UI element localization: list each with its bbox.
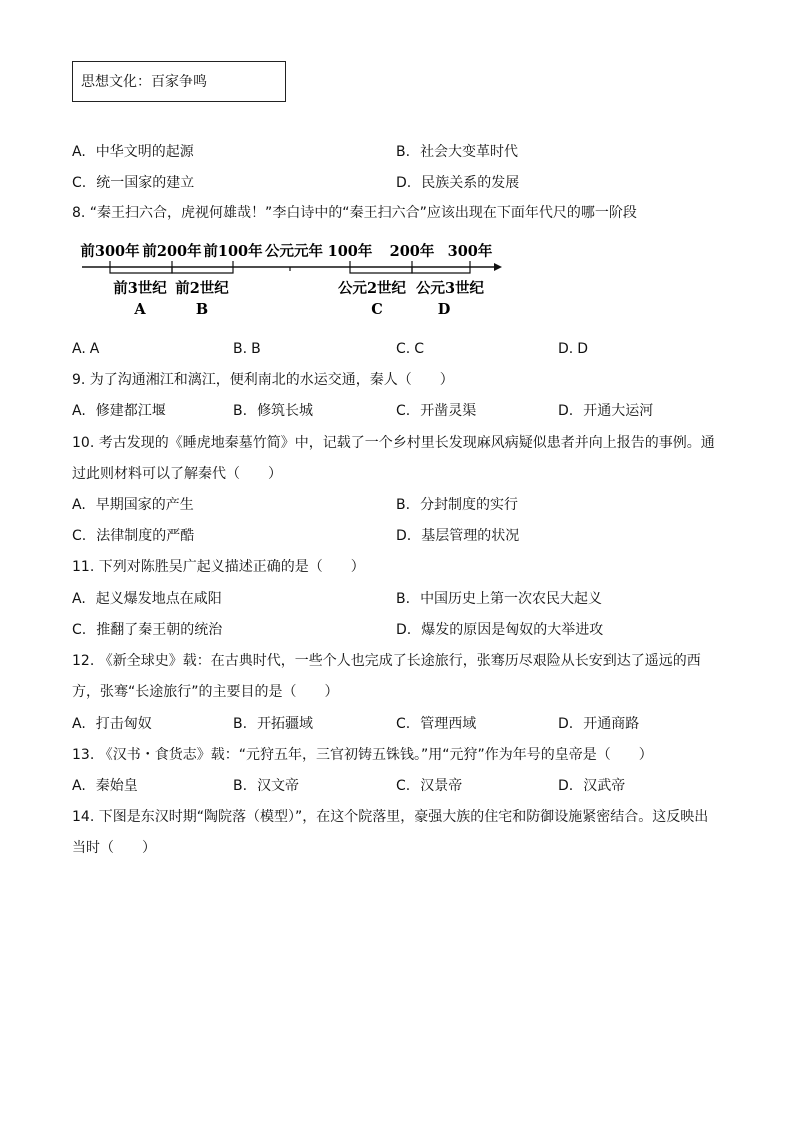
q12-stem-line2: 方，张骞“长途旅行”的主要目的是（ ） xyxy=(72,684,339,700)
timeline-year: 前300年 xyxy=(80,243,140,260)
q10-option-c[interactable]: C. 法律制度的严酷 xyxy=(72,528,195,544)
q9-option-b[interactable]: B. 修筑长城 xyxy=(233,403,314,419)
q13-option-a[interactable]: A. 秦始皇 xyxy=(72,778,138,794)
century-label: 前3世纪 xyxy=(113,280,167,297)
q11-option-a[interactable]: A. 起义爆发地点在咸阳 xyxy=(72,591,222,607)
timeline-year: 前200年 xyxy=(142,243,202,260)
timeline-year: 公元元年 xyxy=(265,243,323,260)
q13-option-c[interactable]: C. 汉景帝 xyxy=(396,778,463,794)
q9-stem: 9. 为了沟通湘江和漓江，便利南北的水运交通，秦人（ ） xyxy=(72,372,454,388)
stage-letter: D xyxy=(437,301,451,318)
q8-option-b[interactable]: B. B xyxy=(233,341,261,357)
q11-option-d[interactable]: D. 爆发的原因是匈奴的大举进攻 xyxy=(396,622,604,638)
q7-option-d[interactable]: D. 民族关系的发展 xyxy=(396,175,520,191)
q8-stem: 8. “秦王扫六合，虎视何雄哉！”李白诗中的“秦王扫六合”应该出现在下面年代尺的哪一阶段 xyxy=(72,205,637,221)
century-label: 公元3世纪 xyxy=(415,280,485,297)
q7-option-b[interactable]: B. 社会大变革时代 xyxy=(396,144,519,160)
century-label: 公元2世纪 xyxy=(337,280,407,297)
q13-option-b[interactable]: B. 汉文帝 xyxy=(233,778,300,794)
q10-stem-line2: 过此则材料可以了解秦代（ ） xyxy=(72,466,282,482)
bracket-d xyxy=(412,267,470,273)
stage-letter: C xyxy=(371,301,383,318)
q7-option-c[interactable]: C. 统一国家的建立 xyxy=(72,175,195,191)
timeline-year: 200年 xyxy=(389,243,435,260)
q10-stem-line1: 10. 考古发现的《睡虎地秦墓竹简》中，记载了一个乡村里长发现麻风病疑似患者并向上报告的事例。通 xyxy=(72,435,715,451)
q14-stem-line2: 当时（ ） xyxy=(72,840,156,856)
q10-option-b[interactable]: B. 分封制度的实行 xyxy=(396,497,519,513)
stage-letter: A xyxy=(134,301,146,318)
timeline-year: 前100年 xyxy=(203,243,263,260)
q13-stem: 13. 《汉书・食货志》载：“元狩五年，三官初铸五铢钱。”用“元狩”作为年号的皇帝是（ ） xyxy=(72,747,653,763)
q11-option-b[interactable]: B. 中国历史上第一次农民大起义 xyxy=(396,591,603,607)
stage-letter: B xyxy=(195,301,209,318)
q12-option-b[interactable]: B. 开拓疆域 xyxy=(233,716,314,732)
q9-option-a[interactable]: A. 修建都江堰 xyxy=(72,403,166,419)
q13-option-d[interactable]: D. 汉武帝 xyxy=(558,778,626,794)
q8-option-d[interactable]: D. D xyxy=(558,341,589,357)
timeline-diagram xyxy=(72,238,512,320)
q12-option-a[interactable]: A. 打击匈奴 xyxy=(72,716,152,732)
bracket-a xyxy=(110,267,172,273)
timeline-year: 100年 xyxy=(327,243,373,260)
q8-option-a[interactable]: A. A xyxy=(72,341,100,357)
q12-option-c[interactable]: C. 管理西域 xyxy=(396,716,477,732)
bracket-b xyxy=(172,267,233,273)
century-label: 前2世纪 xyxy=(175,280,229,297)
q8-option-c[interactable]: C. C xyxy=(396,341,425,357)
q9-option-c[interactable]: C. 开凿灵渠 xyxy=(396,403,477,419)
bracket-c xyxy=(350,267,412,273)
q11-stem: 11. 下列对陈胜吴广起义描述正确的是（ ） xyxy=(72,559,365,575)
timeline-year: 300年 xyxy=(447,243,493,260)
q7-option-a[interactable]: A. 中华文明的起源 xyxy=(72,144,194,160)
topic-box-text: 思想文化：百家争鸣 xyxy=(81,74,207,90)
q11-option-c[interactable]: C. 推翻了秦王朝的统治 xyxy=(72,622,223,638)
topic-box xyxy=(72,61,286,102)
q9-option-d[interactable]: D. 开通大运河 xyxy=(558,403,654,419)
q10-option-a[interactable]: A. 早期国家的产生 xyxy=(72,497,194,513)
q14-stem-line1: 14. 下图是东汉时期“陶院落（模型）”，在这个院落里，豪强大族的住宅和防御设施紧密结合。这反映出 xyxy=(72,809,709,825)
q10-option-d[interactable]: D. 基层管理的状况 xyxy=(396,528,520,544)
timeline-arrow xyxy=(494,263,502,271)
q12-option-d[interactable]: D. 开通商路 xyxy=(558,716,640,732)
q12-stem-line1: 12. 《新全球史》载：在古典时代，一些个人也完成了长途旅行，张骞历尽艰险从长安到达了遥远的西 xyxy=(72,653,701,669)
